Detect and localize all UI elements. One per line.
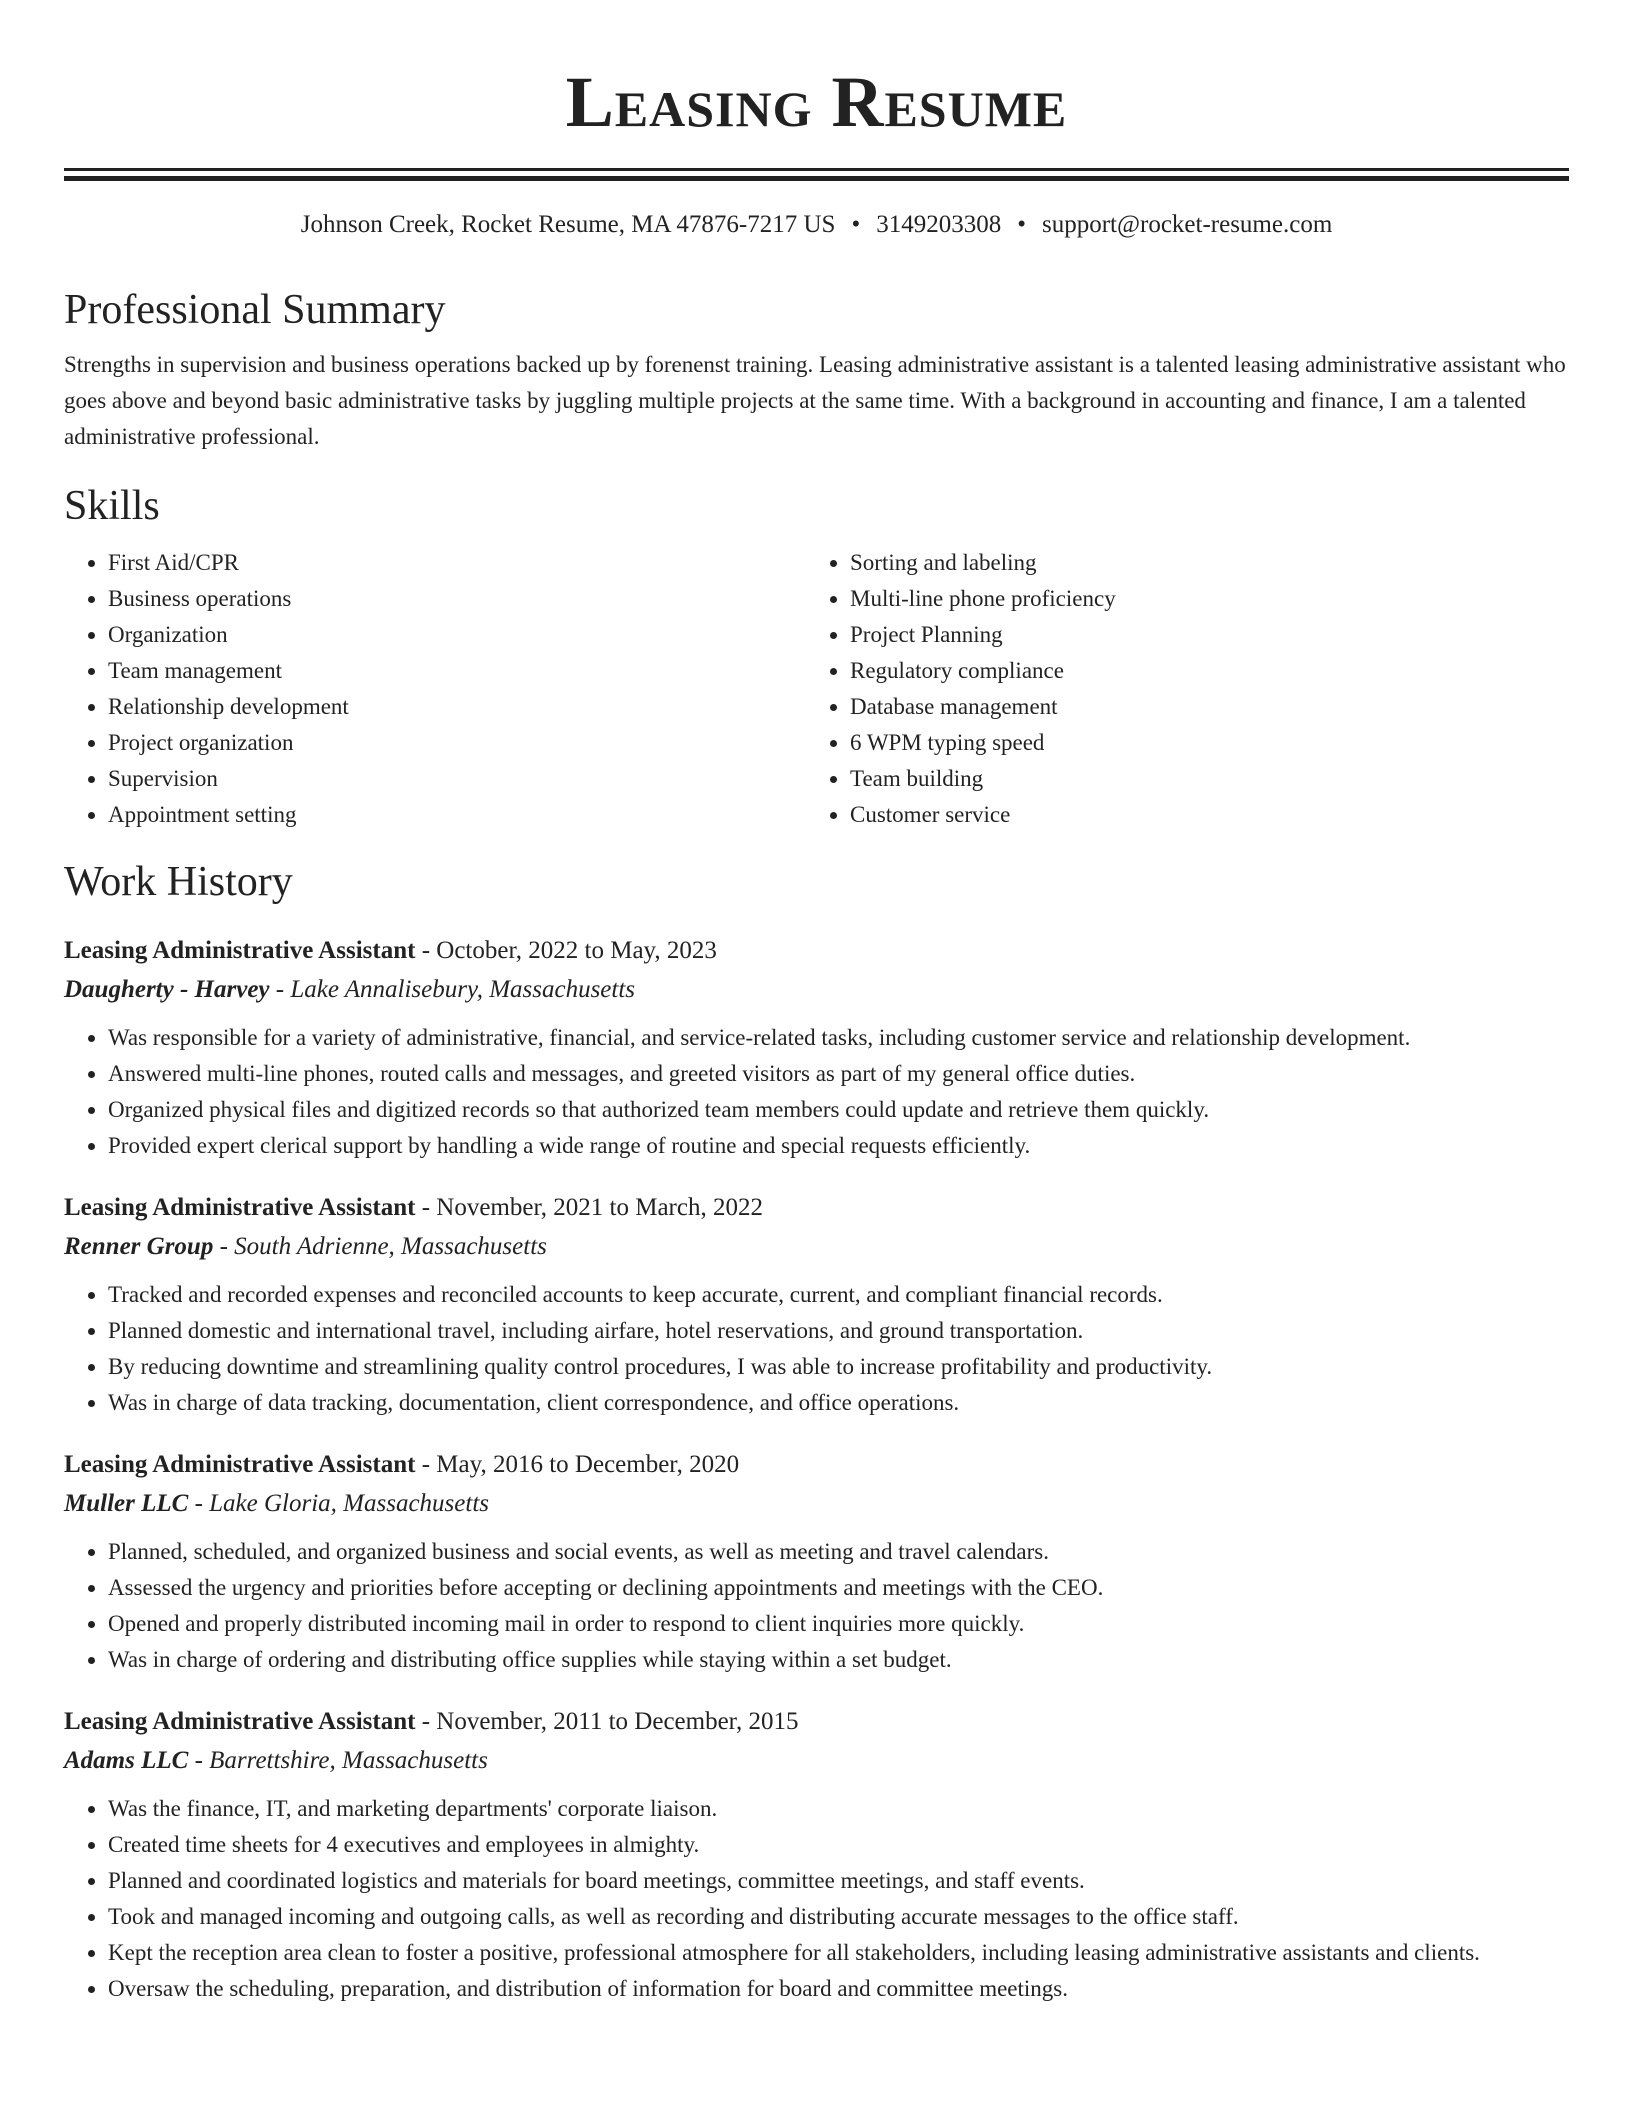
job-location: Barrettshire, Massachusetts bbox=[209, 1747, 488, 1774]
contact-phone: 3149203308 bbox=[876, 211, 1002, 238]
job-employer: Adams LLC - Barrettshire, Massachusetts bbox=[64, 1747, 488, 1774]
job-duty: • Was in charge of data tracking, documentation, client correspondence, and office operations. bbox=[108, 1385, 1569, 1421]
skill-item: • Supervision bbox=[108, 761, 806, 797]
job-duty: • Created time sheets for 4 executives and employees in almighty. bbox=[108, 1827, 1569, 1863]
resume-page bbox=[64, 0, 1569, 2007]
job-header: Leasing Administrative Assistant - November, 2021 to March, 2022 bbox=[64, 1194, 763, 1221]
job-duty: • Provided expert clerical support by handling a wide range of routine and special requests efficiently. bbox=[108, 1128, 1569, 1164]
skill-item: • 6 WPM typing speed bbox=[850, 725, 1569, 761]
title-rule-top bbox=[64, 168, 1569, 171]
job-entry bbox=[64, 1704, 1569, 2007]
summary-heading: Professional Summary bbox=[64, 287, 446, 333]
skill-item: • Relationship development bbox=[108, 689, 806, 725]
contact-email: support@rocket-resume.com bbox=[1041, 211, 1333, 238]
job-location: Lake Annalisebury, Massachusetts bbox=[290, 976, 636, 1003]
skill-item: • Business operations bbox=[108, 581, 806, 617]
job-entry bbox=[64, 1190, 1569, 1421]
skill-item: • Appointment setting bbox=[108, 797, 806, 833]
job-company: Adams LLC bbox=[64, 1747, 189, 1774]
job-duty: • Opened and properly distributed incoming mail in order to respond to client inquiries more quickly. bbox=[108, 1606, 1569, 1642]
job-title: Leasing Administrative Assistant bbox=[64, 1451, 416, 1478]
job-dates: May, 2016 to December, 2020 bbox=[436, 1451, 740, 1478]
contact-separator: • bbox=[851, 211, 861, 238]
job-dates: October, 2022 to May, 2023 bbox=[436, 937, 717, 964]
job-duty: • Planned, scheduled, and organized business and social events, as well as meeting and travel calendars. bbox=[108, 1534, 1569, 1570]
title-rule-bottom bbox=[64, 176, 1569, 181]
job-header: Leasing Administrative Assistant - October, 2022 to May, 2023 bbox=[64, 937, 717, 964]
job-title: Leasing Administrative Assistant bbox=[64, 937, 416, 964]
job-duty: • Was the finance, IT, and marketing departments' corporate liaison. bbox=[108, 1791, 1569, 1827]
skills-heading: Skills bbox=[64, 483, 160, 529]
work-history-heading: Work History bbox=[64, 859, 293, 905]
job-company: Daugherty - Harvey bbox=[64, 976, 270, 1003]
job-company: Muller LLC bbox=[64, 1490, 189, 1517]
job-duty: • Assessed the urgency and priorities before accepting or declining appointments and meetings with the CEO. bbox=[108, 1570, 1569, 1606]
skill-item: • Customer service bbox=[850, 797, 1569, 833]
job-duty: • Tracked and recorded expenses and reconciled accounts to keep accurate, current, and compliant financial records. bbox=[108, 1277, 1569, 1313]
contact-line bbox=[64, 209, 1569, 241]
job-company: Renner Group bbox=[64, 1233, 214, 1260]
job-duties bbox=[64, 1534, 1569, 1678]
skill-item: • Project organization bbox=[108, 725, 806, 761]
skill-item: • Regulatory compliance bbox=[850, 653, 1569, 689]
job-employer: Daugherty - Harvey - Lake Annalisebury, Massachusetts bbox=[64, 976, 636, 1003]
skill-item: • Project Planning bbox=[850, 617, 1569, 653]
job-duty: • Was responsible for a variety of administrative, financial, and service-related tasks, including customer service and relationship development. bbox=[108, 1020, 1569, 1056]
contact-address: Johnson Creek, Rocket Resume, MA 47876-7217 US bbox=[300, 211, 836, 238]
job-duty: • Kept the reception area clean to foster a positive, professional atmosphere for all stakeholders, including leasing administrative assistants and clients. bbox=[108, 1935, 1569, 1971]
job-duties bbox=[64, 1277, 1569, 1421]
skill-item: • Team management bbox=[108, 653, 806, 689]
job-header: Leasing Administrative Assistant - November, 2011 to December, 2015 bbox=[64, 1708, 799, 1735]
skill-item: • Database management bbox=[850, 689, 1569, 725]
job-duties bbox=[64, 1020, 1569, 1164]
skills-column-right bbox=[806, 545, 1569, 833]
skills-column-left bbox=[64, 545, 806, 833]
skill-item: • Team building bbox=[850, 761, 1569, 797]
job-duty: • By reducing downtime and streamlining quality control procedures, I was able to increase profitability and productivity. bbox=[108, 1349, 1569, 1385]
contact-separator: • bbox=[1017, 211, 1026, 238]
job-duty: • Took and managed incoming and outgoing calls, as well as recording and distributing accurate messages to the office staff. bbox=[108, 1899, 1569, 1935]
job-location: Lake Gloria, Massachusetts bbox=[209, 1490, 490, 1517]
skills-list bbox=[64, 545, 1569, 833]
job-duty: • Planned domestic and international travel, including airfare, hotel reservations, and ground transportation. bbox=[108, 1313, 1569, 1349]
job-duty: • Answered multi-line phones, routed calls and messages, and greeted visitors as part of my general office duties. bbox=[108, 1056, 1569, 1092]
job-employer: Renner Group - South Adrienne, Massachusetts bbox=[64, 1233, 547, 1260]
job-employer: Muller LLC - Lake Gloria, Massachusetts bbox=[64, 1490, 490, 1517]
job-dates: November, 2011 to December, 2015 bbox=[436, 1708, 799, 1735]
job-duty: • Was in charge of ordering and distributing office supplies while staying within a set budget. bbox=[108, 1642, 1569, 1678]
skill-item: • Multi-line phone proficiency bbox=[850, 581, 1569, 617]
resume-title: Leasing Resume bbox=[565, 62, 1068, 142]
job-entry bbox=[64, 933, 1569, 1164]
job-duties bbox=[64, 1791, 1569, 2007]
skill-item: • Organization bbox=[108, 617, 806, 653]
job-entry bbox=[64, 1447, 1569, 1678]
summary-text: Strengths in supervision and business operations backed up by forenenst training. Leasing administrative assistant is a talented leasing administrative assistant who goes above and beyond basic administrative tasks by juggling multiple projects at the same time. With a background in accounting and finance, I am a talented administrative professional. bbox=[64, 352, 1566, 449]
skill-item: • Sorting and labeling bbox=[850, 545, 1569, 581]
job-location: South Adrienne, Massachusetts bbox=[234, 1233, 547, 1260]
skill-item: • First Aid/CPR bbox=[108, 545, 806, 581]
job-duty: • Organized physical files and digitized records so that authorized team members could update and retrieve them quickly. bbox=[108, 1092, 1569, 1128]
job-duty: • Planned and coordinated logistics and materials for board meetings, committee meetings, and staff events. bbox=[108, 1863, 1569, 1899]
job-dates: November, 2021 to March, 2022 bbox=[436, 1194, 763, 1221]
job-title: Leasing Administrative Assistant bbox=[64, 1708, 416, 1735]
job-duty: • Oversaw the scheduling, preparation, and distribution of information for board and committee meetings. bbox=[108, 1971, 1569, 2007]
job-title: Leasing Administrative Assistant bbox=[64, 1194, 416, 1221]
job-header: Leasing Administrative Assistant - May, 2016 to December, 2020 bbox=[64, 1451, 740, 1478]
